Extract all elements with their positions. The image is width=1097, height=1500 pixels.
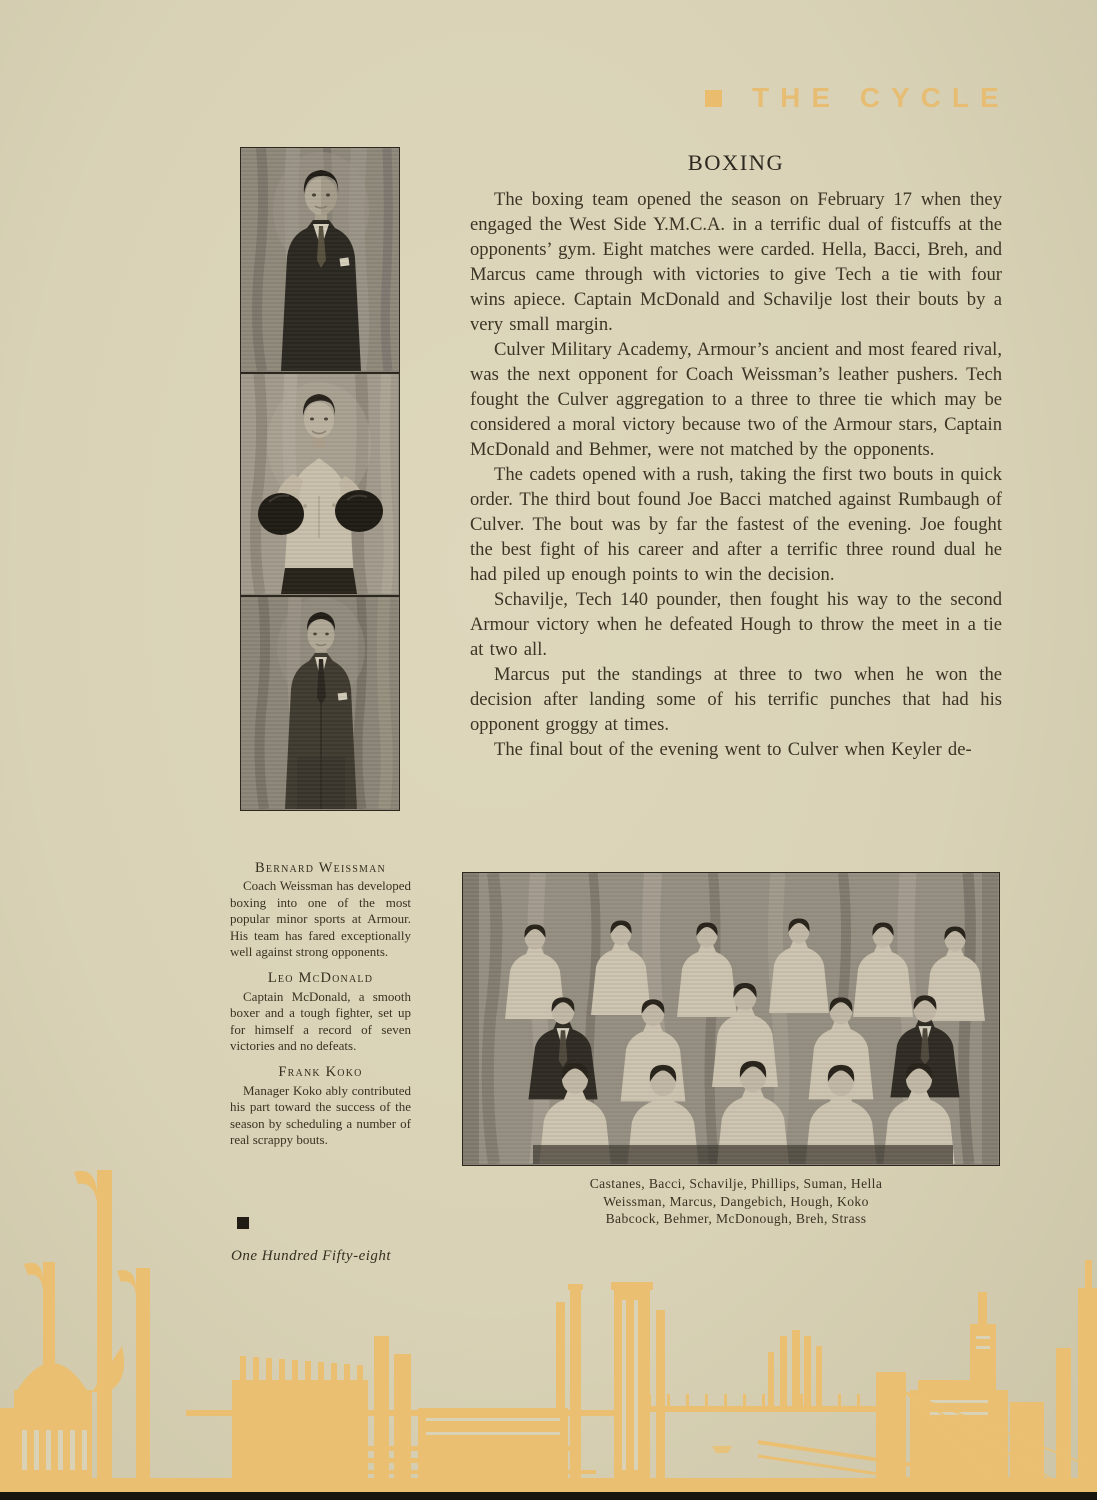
article-title: BOXING (687, 150, 785, 175)
article-paragraph: Schavilje, Tech 140 pounder, then fought his way to the second Armour victory when he defeated Hough to throw the meet in a tie at two all. (470, 589, 1002, 660)
publication-title: THE CYCLE (752, 82, 1010, 113)
bio-name: Frank Koko (278, 1064, 363, 1081)
bios-column (230, 860, 411, 1149)
article-paragraph: Marcus put the standings at three to two when he won the decision after landing some of his terrific punches that had his opponent groggy at times. (470, 664, 1002, 735)
portrait-photo-manager (240, 596, 400, 811)
bio-text: Manager Koko ably contributed his part toward the success of the season by scheduling a number of real scrappy bouts. (230, 1082, 411, 1148)
bio-name: Leo McDonald (267, 970, 374, 987)
art-deco-skyline-illustration (0, 1140, 1097, 1500)
team-photo (462, 872, 1000, 1166)
portrait-photo-coach (240, 147, 400, 373)
article-paragraph: The boxing team opened the season on February 17 when they engaged the West Side Y.M.C.A. in a terrific dual of fistcuffs at the opponents’ gym. Eight matches were carded. Hella, Bacci, Breh, and Marcus came through with victories to give Tech a tie with four wins apiece. Captain McDonald and Schavilje lost their bouts by a very small margin. (470, 189, 1002, 335)
bio-text: Coach Weissman has developed boxing into one of the most popular minor sports at Armour. His team has fared exceptionally well against strong opponents. (230, 878, 411, 960)
page-number: One Hundred Fifty-eight (231, 1248, 392, 1264)
team-photo-image (463, 873, 998, 1164)
article-paragraph: The cadets opened with a rush, taking the first two bouts in quick order. The third bout found Joe Bacci matched against Rumbaugh of Culver. The bout was by far the fastest of the evening. Joe fought the best fight of his career and after a terrific three round dual he had piled up enough points to win the decision. (470, 464, 1002, 585)
caption-line: Castanes, Bacci, Schavilje, Phillips, Suman, Hella (589, 1176, 883, 1191)
boxer-portrait-image (241, 374, 398, 594)
manager-portrait-image (241, 597, 398, 809)
portrait-photo-boxer (240, 373, 400, 596)
article-paragraph: Culver Military Academy, Armour’s ancient and most feared rival, was the next opponent for Coach Weissman’s leather pushers. Tech fought the Culver aggregation to a three to three tie which may be considered a moral victory because two of the Armour stars, Captain McDonald and Behmer, were not matched by the opponents. (470, 339, 1002, 460)
article-body (470, 187, 1002, 762)
caption-line: Weissman, Marcus, Dangebich, Hough, Koko (603, 1193, 869, 1209)
page-edge-bar (0, 1492, 1097, 1500)
header-square-mark (705, 90, 722, 107)
bio-name: Bernard Weissman (255, 860, 386, 876)
coach-portrait-image (241, 148, 398, 371)
bio-text: Captain McDonald, a smooth boxer and a tough fighter, set up for himself a record of seven victories and no defeats. (230, 988, 411, 1054)
caption-line: Babcock, Behmer, McDonough, Breh, Strass (605, 1211, 867, 1227)
article-paragraph: The final bout of the evening went to Culver when Keyler de- (494, 739, 972, 760)
